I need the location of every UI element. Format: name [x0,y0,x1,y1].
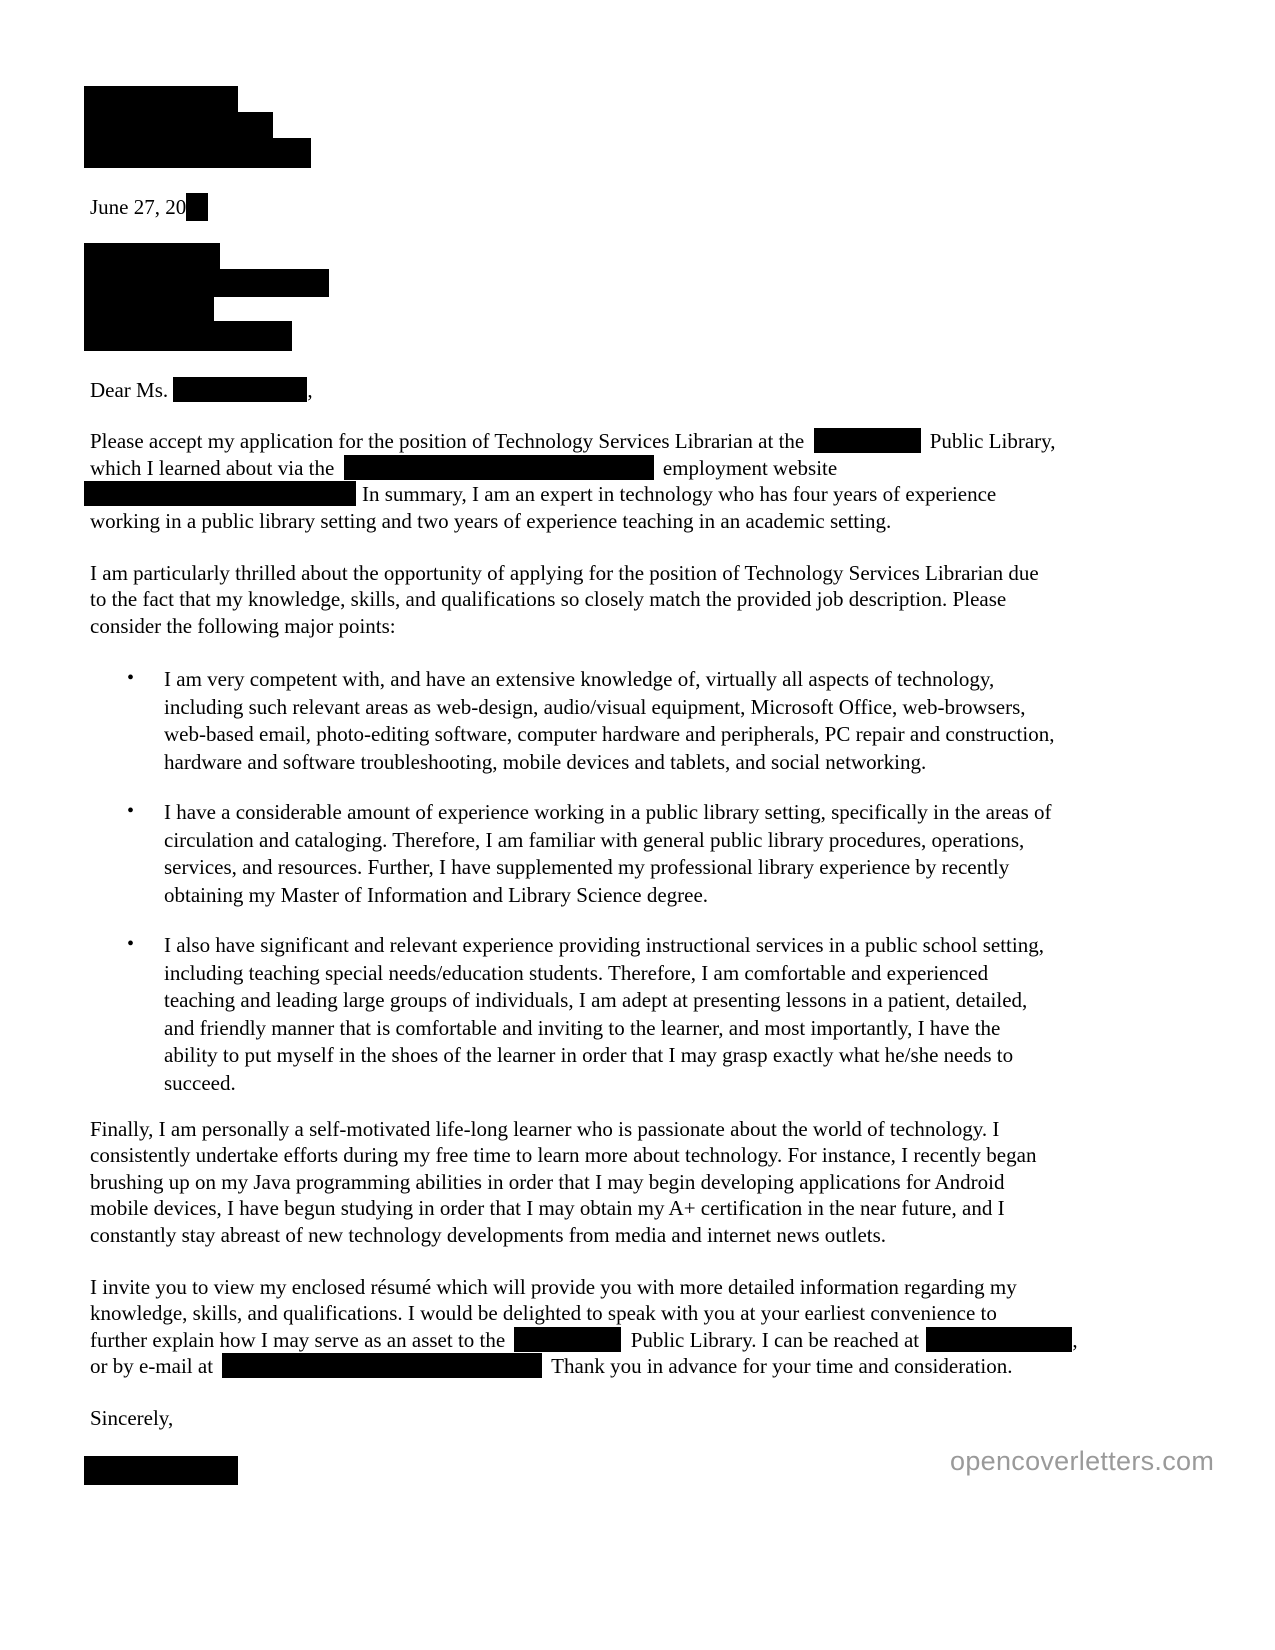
bullet-marker: • [127,933,135,955]
bullet-item [164,666,1054,776]
bullet-line: I also have significant and relevant experience providing instructional services in a public school setting, [164,933,1044,957]
bullet-line: including such relevant areas as web-design, audio/visual equipment, Microsoft Office, web-browsers, [164,694,1026,719]
bullet-line: I have a considerable amount of experience working in a public library setting, specifically in the areas of [164,800,1052,824]
paragraph-text: consider the following major points: [90,614,396,638]
recipient-address-redaction [84,243,220,271]
bullet-line: and friendly manner that is comfortable and inviting to the learner, and most importantly, I have the [164,1015,1001,1040]
sender-address-redaction [84,86,238,114]
site-watermark: opencoverletters.com [950,1446,1215,1476]
intro-text: working in a public library setting and two years of experience teaching in an academic setting. [90,509,892,533]
paragraph-5-line [90,1274,1017,1301]
recipient-address-redaction [84,269,329,297]
bullet-line: services, and resources. Further, I have supplemented my professional library experience by recently [164,855,1010,879]
paragraph-5-line [90,1353,1012,1380]
letter-date [90,193,208,221]
paragraph-text: Finally, I am personally a self-motivated life-long learner who is passionate about the world of technology. I [90,1117,1000,1141]
bullet-line: obtaining my Master of Information and Library Science degree. [164,882,709,907]
paragraph-text: Public Library. I can be reached at [630,1328,920,1352]
paragraph-text: I invite you to view my enclosed résumé which will provide you with more detailed information regarding my [90,1275,1017,1299]
paragraph-text: Thank you in advance for your time and consideration. [551,1354,1013,1378]
recipient-name-redaction [173,377,307,402]
paragraph-text: to the fact that my knowledge, skills, and qualifications so closely match the provided job description. Please [90,587,1007,611]
salutation-comma: , [307,378,313,402]
bullet-line: including teaching special needs/education students. Therefore, I am comfortable and experienced [164,960,989,985]
paragraph-text: further explain how I may serve as an asset to the [90,1328,506,1352]
paragraph-4-line [90,1116,999,1143]
recipient-address-redaction [84,321,292,351]
salutation-text: Dear Ms. [90,378,169,402]
bullet-marker: • [127,800,135,822]
paragraph-text: I am particularly thrilled about the opportunity of applying for the position of Technology Services Librarian due [90,561,1039,585]
closing [90,1405,173,1432]
paragraph-4-line [90,1195,1005,1222]
bullet-line: web-based email, photo-editing software, computer hardware and peripherals, PC repair and construction, [164,722,1055,746]
sender-address-redaction [84,112,273,140]
intro-line-2 [90,455,837,482]
library-name-redaction [814,428,921,453]
paragraph-4-line [90,1169,1004,1196]
signature-name-redaction [84,1456,238,1485]
bullet-line: circulation and cataloging. Therefore, I am familiar with general public library procedures, operations, [164,827,1025,852]
intro-text: which I learned about via the [90,456,335,480]
paragraph-4-line [90,1142,1036,1169]
intro-text: Please accept my application for the position of Technology Services Librarian at the [90,429,805,453]
paragraph-2-line [90,586,1006,613]
intro-line-4 [90,508,891,535]
bullet-item [164,799,1052,909]
intro-text: employment website [662,456,838,480]
salutation [90,377,313,404]
intro-line-1 [90,428,1056,455]
bullet-line: I am very competent with, and have an extensive knowledge of, virtually all aspects of technology, [164,667,995,691]
paragraph-2-line [90,560,1039,587]
phone-number-redaction [926,1327,1072,1352]
website-url-redaction [84,481,356,506]
paragraph-2-line [90,613,396,640]
bullet-line: hardware and software troubleshooting, mobile devices and tablets, and social networking. [164,749,927,774]
intro-text: Public Library, [929,429,1056,453]
recipient-address-redaction [84,295,214,323]
library-name-redaction [514,1327,621,1352]
bullet-marker: • [127,667,135,689]
bullet-item [164,932,1044,1097]
intro-text: In summary, I am an expert in technology who has four years of experience [362,482,997,506]
website-name-redaction [344,455,654,480]
intro-line-3 [84,481,996,508]
bullet-line: teaching and leading large groups of individuals, I am adept at presenting lessons in a patient, detailed, [164,988,1028,1012]
paragraph-5-line [90,1327,1078,1354]
paragraph-text: consistently undertake efforts during my free time to learn more about technology. For instance, I recently began [90,1143,1037,1167]
paragraph-text: mobile devices, I have begun studying in order that I may obtain my A+ certification in the near future, and I [90,1196,1005,1220]
paragraph-4-line [90,1222,886,1249]
paragraph-text: brushing up on my Java programming abilities in order that I may begin developing applications for Android [90,1170,1005,1194]
date-year-redaction [186,193,208,221]
email-address-redaction [222,1353,542,1378]
closing-text: Sincerely, [90,1406,174,1430]
paragraph-text: or by e-mail at [90,1354,214,1378]
paragraph-5-line [90,1300,997,1327]
paragraph-text: knowledge, skills, and qualifications. I would be delighted to speak with you at your earliest convenience to [90,1301,997,1325]
bullet-line: succeed. [164,1070,236,1095]
sender-address-redaction [84,138,311,168]
bullet-line: ability to put myself in the shoes of the learner in order that I may grasp exactly what he/she needs to [164,1043,1014,1067]
paragraph-text: , [1072,1328,1078,1352]
paragraph-text: constantly stay abreast of new technology developments from media and internet news outlets. [90,1223,887,1247]
date-text: June 27, 20 [90,195,187,219]
